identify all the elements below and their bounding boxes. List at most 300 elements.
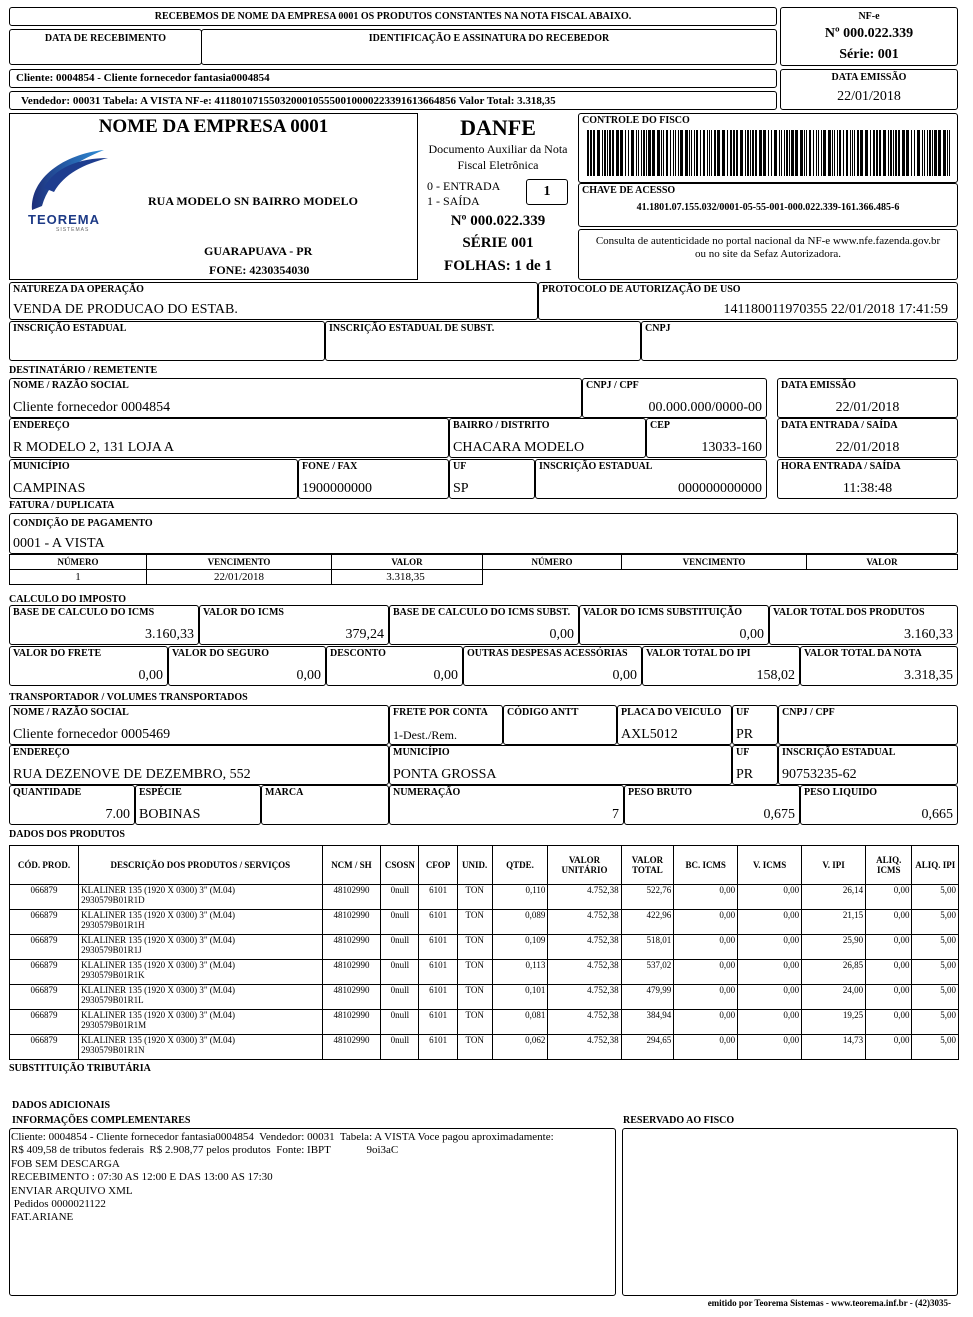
- table-cell: 26,85: [802, 960, 866, 985]
- dup-h-valor: VALOR: [332, 555, 483, 570]
- table-cell: 0,081: [492, 1010, 548, 1035]
- danfe-sub1: Documento Auxiliar da Nota: [428, 142, 568, 156]
- emitente-nome: NOME DA EMPRESA 0001: [98, 116, 329, 137]
- transp-marca-label: MARCA: [265, 787, 304, 798]
- produtos-header-row: [10, 846, 959, 885]
- dup-vencimento: 22/01/2018: [147, 570, 332, 585]
- table-cell: 5,00: [912, 935, 959, 960]
- ipi: 158,02: [756, 668, 795, 683]
- emitente-fone: FONE: 4230354030: [209, 263, 310, 277]
- table-cell: 0null: [381, 1010, 419, 1035]
- natureza-value: VENDA DE PRODUCAO DO ESTAB.: [13, 302, 238, 317]
- table-row: [10, 985, 959, 1010]
- chave-acesso-box: [578, 183, 958, 227]
- dest-ie-box: [535, 459, 767, 499]
- table-cell: 0,00: [674, 1035, 738, 1060]
- info-line: Pedidos 0000021122: [11, 1198, 106, 1211]
- table-cell: 6101: [419, 1010, 457, 1035]
- produtos-header-cell: BC. ICMS: [674, 846, 738, 885]
- produto-lote: 2930579B01R1H: [81, 920, 145, 930]
- table-cell: TON: [457, 1010, 492, 1035]
- v-prod-box: [769, 605, 958, 645]
- table-cell: 0,00: [738, 1035, 802, 1060]
- info-line: ENVIAR ARQUIVO XML: [11, 1184, 133, 1197]
- produto-descricao: KLALINER 135 (1920 X 0300) 3" (M.04): [81, 885, 236, 895]
- transp-peso-liquido-label: PESO LIQUIDO: [804, 787, 878, 798]
- dest-endereco: R MODELO 2, 131 LOJA A: [13, 440, 175, 455]
- produtos-header-cell: ALIQ. IPI: [912, 846, 959, 885]
- table-cell: 19,25: [802, 1010, 866, 1035]
- table-cell: 066879: [10, 985, 79, 1010]
- produto-lote: 2930579B01R1L: [81, 995, 144, 1005]
- produto-lote: 2930579B01R1N: [81, 1045, 145, 1055]
- table-cell: 5,00: [912, 960, 959, 985]
- table-cell: TON: [457, 910, 492, 935]
- danfe-sub2: Fiscal Eletrônica: [457, 158, 539, 172]
- protocolo-box: [538, 282, 958, 320]
- transp-endereco: RUA DEZENOVE DE DEZEMBRO, 552: [13, 767, 251, 782]
- table-cell: 479,99: [621, 985, 674, 1010]
- dest-uf-box: [449, 459, 535, 499]
- table-cell: 0null: [381, 1035, 419, 1060]
- transp-peso-bruto-box: [624, 785, 800, 825]
- dest-entrada-box: [777, 418, 958, 458]
- dup-h-numero: NÚMERO: [10, 555, 147, 570]
- table-cell: 0,00: [866, 960, 912, 985]
- table-row: [10, 1035, 959, 1060]
- table-cell: 48102990: [322, 985, 381, 1010]
- info-line: FOB SEM DESCARGA: [11, 1157, 120, 1170]
- dest-nome-label: NOME / RAZÃO SOCIAL: [13, 380, 129, 391]
- table-cell: 0,00: [738, 885, 802, 910]
- table-cell: 0null: [381, 935, 419, 960]
- transp-peso-bruto-label: PESO BRUTO: [628, 787, 692, 798]
- chave-acesso-label: CHAVE DE ACESSO: [582, 185, 676, 196]
- v-st: 0,00: [739, 627, 764, 642]
- transp-placa-box: [617, 705, 732, 745]
- logo-name: TEOREMA: [28, 212, 100, 227]
- table-cell: 0,00: [674, 910, 738, 935]
- produtos-header-cell: V. ICMS: [738, 846, 802, 885]
- transp-uf2-box: [732, 745, 778, 785]
- table-cell: 066879: [10, 1035, 79, 1060]
- danfe-tipo-box: [526, 179, 568, 205]
- table-row: [10, 1010, 959, 1035]
- transp-frete-label: FRETE POR CONTA: [393, 707, 488, 718]
- produto-descricao: KLALINER 135 (1920 X 0300) 3" (M.04): [81, 985, 236, 995]
- info-comp-text: [11, 1131, 554, 1225]
- dest-endereco-label: ENDEREÇO: [13, 420, 70, 431]
- desconto: 0,00: [433, 668, 458, 683]
- dest-nome-box: [9, 378, 582, 418]
- dest-entrada-label: DATA ENTRADA / SAÍDA: [781, 420, 898, 431]
- dup-h-vencimento: VENCIMENTO: [147, 555, 332, 570]
- bc-icms: 3.160,33: [145, 627, 194, 642]
- transp-antt-box: [503, 705, 617, 745]
- bc-st-label: BASE DE CALCULO DO ICMS SUBST.: [393, 607, 571, 618]
- produto-descricao: KLALINER 135 (1920 X 0300) 3" (M.04): [81, 1035, 236, 1045]
- transp-frete: 1-Dest./Rem.: [393, 728, 457, 742]
- barcode-icon: [585, 128, 953, 178]
- transp-especie-label: ESPÉCIE: [139, 787, 182, 798]
- dest-nome: Cliente fornecedor 0004854: [13, 400, 171, 415]
- produtos-header-cell: CSOSN: [381, 846, 419, 885]
- nota-label: VALOR TOTAL DA NOTA: [804, 648, 922, 659]
- ipi-box: [642, 646, 800, 686]
- dest-hora-label: HORA ENTRADA / SAÍDA: [781, 461, 901, 472]
- table-cell: 25,90: [802, 935, 866, 960]
- transp-ie: 90753235-62: [782, 767, 857, 782]
- info-comp-label: INFORMAÇÕES COMPLEMENTARES: [12, 1115, 191, 1126]
- info-line: RECEBIMENTO : 07:30 AS 12:00 E DAS 13:00 AS 17:30: [11, 1171, 273, 1184]
- table-cell: 0,00: [738, 1010, 802, 1035]
- dest-fone-label: FONE / FAX: [302, 461, 358, 472]
- outras-box: [463, 646, 642, 686]
- table-cell: 6101: [419, 910, 457, 935]
- assinatura-box: [201, 29, 777, 65]
- table-cell: [79, 960, 322, 985]
- data-recebimento-box: [9, 29, 202, 65]
- desconto-label: DESCONTO: [330, 648, 386, 659]
- seguro-box: [168, 646, 326, 686]
- bc-st: 0,00: [549, 627, 574, 642]
- produto-descricao: KLALINER 135 (1920 X 0300) 3" (M.04): [81, 935, 236, 945]
- produtos-header-cell: VALOR TOTAL: [621, 846, 674, 885]
- produtos-header-cell: VALOR UNITÁRIO: [548, 846, 621, 885]
- dest-cnpj: 00.000.000/0000-00: [648, 400, 762, 415]
- dest-emissao: 22/01/2018: [835, 400, 900, 415]
- table-cell: [79, 885, 322, 910]
- info-line: FAT.ARIANE: [11, 1211, 74, 1224]
- danfe-saida: 1 - SAÍDA: [427, 194, 480, 208]
- ipi-label: VALOR TOTAL DO IPI: [646, 648, 751, 659]
- produto-lote: 2930579B01R1K: [81, 970, 145, 980]
- outras-label: OUTRAS DESPESAS ACESSÓRIAS: [467, 648, 628, 659]
- table-cell: TON: [457, 885, 492, 910]
- table-cell: 0,00: [866, 910, 912, 935]
- canhoto-vendedor: Vendedor: 00031 Tabela: A VISTA NF-e: 41180107155032000105550010000223391613664856 Valor Total: 3.318,35: [21, 95, 556, 107]
- v-icms-label: VALOR DO ICMS: [203, 607, 284, 618]
- table-cell: 0,00: [738, 935, 802, 960]
- dest-hora: 11:38:48: [842, 481, 893, 496]
- transp-qtd: 7.00: [105, 807, 130, 822]
- seguro-label: VALOR DO SEGURO: [172, 648, 270, 659]
- table-cell: 14,73: [802, 1035, 866, 1060]
- transp-ie-label: INSCRIÇÃO ESTADUAL: [782, 747, 896, 758]
- produto-lote: 2930579B01R1M: [81, 1020, 147, 1030]
- table-cell: TON: [457, 985, 492, 1010]
- table-cell: 0null: [381, 985, 419, 1010]
- nfe-numero: Nº 000.022.339: [824, 26, 914, 41]
- table-cell: 0,101: [492, 985, 548, 1010]
- transp-cnpj-label: CNPJ / CPF: [782, 707, 835, 718]
- table-cell: 5,00: [912, 910, 959, 935]
- produtos-header-cell: DESCRIÇÃO DOS PRODUTOS / SERVIÇOS: [79, 846, 322, 885]
- dest-cep-label: CEP: [650, 420, 670, 431]
- dest-fone-box: [298, 459, 449, 499]
- table-cell: 48102990: [322, 910, 381, 935]
- controle-fisco-label: CONTROLE DO FISCO: [582, 115, 690, 126]
- table-cell: [79, 1035, 322, 1060]
- produto-lote: 2930579B01R1D: [81, 895, 145, 905]
- table-cell: 066879: [10, 1010, 79, 1035]
- duplicatas-table: [9, 554, 958, 585]
- reservado-box: [622, 1128, 958, 1296]
- table-cell: 6101: [419, 1035, 457, 1060]
- ie-st-box: [325, 321, 641, 361]
- info-line: Cliente: 0004854 - Cliente fornecedor fantasia0004854 Vendedor: 00031 Tabela: A VISTA Voce pagou aproximadamente:: [11, 1131, 554, 1143]
- info-line: R$ 409,58 de tributos federais R$ 2.908,77 pelos produtos Fonte: IBPT 9oi3aC: [11, 1144, 399, 1157]
- table-row: [10, 885, 959, 910]
- produtos-header-cell: CÓD. PROD.: [10, 846, 79, 885]
- produto-lote: 2930579B01R1J: [81, 945, 142, 955]
- st-section: SUBSTITUIÇÃO TRIBUTÁRIA: [9, 1063, 151, 1074]
- reservado-label: RESERVADO AO FISCO: [623, 1115, 735, 1126]
- table-cell: 5,00: [912, 1010, 959, 1035]
- condicao-value: 0001 - A VISTA: [13, 536, 105, 551]
- fatura-section: FATURA / DUPLICATA: [9, 500, 115, 511]
- dest-entrada: 22/01/2018: [835, 440, 900, 455]
- table-cell: 0,00: [738, 985, 802, 1010]
- emitente-cidade: GUARAPUAVA - PR: [204, 244, 313, 258]
- dest-cnpj-label: CNPJ / CPF: [586, 380, 639, 391]
- destinatario-section: DESTINATÁRIO / REMETENTE: [9, 365, 158, 376]
- table-cell: 384,94: [621, 1010, 674, 1035]
- table-cell: 0,00: [674, 985, 738, 1010]
- table-cell: 6101: [419, 960, 457, 985]
- table-cell: [79, 935, 322, 960]
- dest-emissao-box: [777, 378, 958, 418]
- canhoto-emissao: 22/01/2018: [837, 89, 901, 104]
- dest-fone: 1900000000: [302, 481, 372, 496]
- consulta-box: [578, 229, 958, 280]
- table-cell: [79, 1010, 322, 1035]
- dup-h-valor-2: VALOR: [807, 555, 958, 570]
- v-icms: 379,24: [345, 627, 384, 642]
- produtos-header-cell: CFOP: [419, 846, 457, 885]
- frete-box: [9, 646, 168, 686]
- table-row: [10, 935, 959, 960]
- table-cell: 0,00: [674, 1010, 738, 1035]
- table-cell: 48102990: [322, 1035, 381, 1060]
- info-comp-box: [9, 1128, 616, 1296]
- table-row: [10, 960, 959, 985]
- table-cell: 0,00: [866, 985, 912, 1010]
- dest-municipio: CAMPINAS: [13, 481, 86, 496]
- transp-frete-box: [389, 705, 503, 745]
- table-cell: 4.752,38: [548, 935, 621, 960]
- canhoto-vendedor-box: [9, 91, 777, 110]
- transp-peso-liquido-box: [800, 785, 958, 825]
- transp-endereco-label: ENDEREÇO: [13, 747, 70, 758]
- transp-antt-label: CÓDIGO ANTT: [507, 707, 579, 718]
- protocolo-label: PROTOCOLO DE AUTORIZAÇÃO DE USO: [542, 284, 741, 295]
- table-cell: 48102990: [322, 935, 381, 960]
- transp-nome: Cliente fornecedor 0005469: [13, 727, 171, 742]
- nfe-serie: Série: 001: [839, 47, 899, 62]
- table-cell: [79, 985, 322, 1010]
- produtos-header-cell: V. IPI: [802, 846, 866, 885]
- protocolo-value: 141180011970355 22/01/2018 17:41:59: [723, 302, 948, 317]
- dest-uf-label: UF: [453, 461, 467, 472]
- dest-cep: 13033-160: [701, 440, 762, 455]
- transp-especie-box: [135, 785, 261, 825]
- table-cell: 0null: [381, 885, 419, 910]
- table-cell: 422,96: [621, 910, 674, 935]
- transp-municipio: PONTA GROSSA: [393, 767, 497, 782]
- table-cell: 24,00: [802, 985, 866, 1010]
- dest-cnpj-box: [582, 378, 767, 418]
- produtos-section: DADOS DOS PRODUTOS: [9, 829, 125, 840]
- nfe-label: NF-e: [858, 11, 880, 22]
- table-cell: 4.752,38: [548, 985, 621, 1010]
- canhoto-cliente: Cliente: 0004854 - Cliente fornecedor fantasia0004854: [16, 72, 270, 84]
- frete: 0,00: [138, 668, 163, 683]
- emitente-endereco: RUA MODELO SN BAIRRO MODELO: [148, 194, 359, 208]
- transp-qtd-box: [9, 785, 135, 825]
- table-cell: 0,00: [674, 960, 738, 985]
- transp-uf2-label: UF: [736, 747, 750, 758]
- transp-placa: AXL5012: [621, 727, 678, 742]
- logo-sub: SISTEMAS: [56, 227, 90, 233]
- footer-text: emitido por Teorema Sistemas - www.teorema.inf.br - (42)3035-: [707, 1298, 951, 1308]
- dest-bairro: CHACARA MODELO: [453, 440, 585, 455]
- transp-endereco-box: [9, 745, 389, 785]
- table-cell: 4.752,38: [548, 1035, 621, 1060]
- table-cell: 0,062: [492, 1035, 548, 1060]
- table-cell: 0,110: [492, 885, 548, 910]
- table-cell: 26,14: [802, 885, 866, 910]
- natureza-box: [9, 282, 538, 320]
- danfe-folhas: FOLHAS: 1 de 1: [444, 258, 552, 274]
- condicao-label: CONDIÇÃO DE PAGAMENTO: [13, 518, 153, 529]
- ie-label: INSCRIÇÃO ESTADUAL: [13, 323, 127, 334]
- transp-uf2: PR: [736, 767, 754, 782]
- dest-uf: SP: [453, 481, 469, 496]
- dest-ie-label: INSCRIÇÃO ESTADUAL: [539, 461, 653, 472]
- transp-nome-box: [9, 705, 389, 745]
- danfe-title: DANFE: [460, 115, 536, 140]
- table-cell: 6101: [419, 935, 457, 960]
- cnpj-label: CNPJ: [645, 323, 671, 334]
- dest-hora-box: [777, 459, 958, 499]
- canhoto-emissao-label: DATA EMISSÃO: [831, 72, 907, 83]
- transp-peso-liquido: 0,665: [921, 807, 953, 822]
- table-cell: 48102990: [322, 1010, 381, 1035]
- transp-qtd-label: QUANTIDADE: [13, 787, 82, 798]
- table-cell: TON: [457, 960, 492, 985]
- produto-descricao: KLALINER 135 (1920 X 0300) 3" (M.04): [81, 960, 236, 970]
- produtos-header-cell: UNID.: [457, 846, 492, 885]
- produtos-header-cell: QTDE.: [492, 846, 548, 885]
- dup-numero: 1: [10, 570, 147, 585]
- dup-valor: 3.318,35: [332, 570, 483, 585]
- table-cell: 066879: [10, 960, 79, 985]
- table-cell: 066879: [10, 935, 79, 960]
- table-cell: 066879: [10, 910, 79, 935]
- v-icms-box: [199, 605, 389, 645]
- transp-uf-label: UF: [736, 707, 750, 718]
- bc-icms-box: [9, 605, 199, 645]
- consulta-line2: ou no site da Sefaz Autorizadora.: [694, 248, 841, 260]
- table-cell: 4.752,38: [548, 885, 621, 910]
- transp-uf: PR: [736, 727, 754, 742]
- transp-marca-box: [261, 785, 389, 825]
- transp-numeracao-box: [389, 785, 624, 825]
- transp-cnpj-box: [778, 705, 958, 745]
- v-prod: 3.160,33: [904, 627, 953, 642]
- produto-descricao: KLALINER 135 (1920 X 0300) 3" (M.04): [81, 1010, 236, 1020]
- table-cell: 21,15: [802, 910, 866, 935]
- table-cell: 6101: [419, 885, 457, 910]
- dest-municipio-label: MUNICÍPIO: [13, 461, 70, 472]
- data-recebimento-label: DATA DE RECEBIMENTO: [44, 33, 167, 44]
- adicionais-section: DADOS ADICIONAIS: [12, 1100, 111, 1111]
- v-prod-label: VALOR TOTAL DOS PRODUTOS: [773, 607, 925, 618]
- logo-swoosh-icon: [24, 148, 114, 218]
- transp-numeracao-label: NUMERAÇÃO: [393, 787, 461, 798]
- table-cell: 066879: [10, 885, 79, 910]
- transp-municipio-box: [389, 745, 732, 785]
- dest-emissao-label: DATA EMISSÃO: [781, 380, 856, 391]
- table-cell: 5,00: [912, 1035, 959, 1060]
- table-cell: 0,00: [738, 960, 802, 985]
- table-cell: 294,65: [621, 1035, 674, 1060]
- table-cell: 0null: [381, 960, 419, 985]
- table-cell: 522,76: [621, 885, 674, 910]
- condicao-box: [9, 513, 958, 554]
- transp-uf-box: [732, 705, 778, 745]
- table-cell: 518,01: [621, 935, 674, 960]
- table-cell: 0,00: [738, 910, 802, 935]
- chave-acesso: 41.1801.07.155.032/0001-05-55-001-000.022.339-161.366.485-6: [636, 202, 900, 213]
- transp-ie-box: [778, 745, 958, 785]
- produtos-header-cell: NCM / SH: [322, 846, 381, 885]
- dup-h-numero-2: NÚMERO: [483, 555, 622, 570]
- danfe-entrada: 0 - ENTRADA: [427, 179, 501, 193]
- dest-cep-box: [646, 418, 767, 458]
- produtos-header-cell: ALIQ. ICMS: [866, 846, 912, 885]
- bc-st-box: [389, 605, 579, 645]
- table-cell: 5,00: [912, 885, 959, 910]
- table-cell: 0,089: [492, 910, 548, 935]
- transp-placa-label: PLACA DO VEICULO: [621, 707, 722, 718]
- produto-descricao: KLALINER 135 (1920 X 0300) 3" (M.04): [81, 910, 236, 920]
- table-cell: 0null: [381, 910, 419, 935]
- table-cell: TON: [457, 935, 492, 960]
- transp-peso-bruto: 0,675: [763, 807, 795, 822]
- dest-municipio-box: [9, 459, 298, 499]
- transp-municipio-label: MUNICÍPIO: [393, 747, 450, 758]
- transp-especie: BOBINAS: [139, 807, 201, 822]
- table-cell: [79, 910, 322, 935]
- table-cell: 0,00: [674, 885, 738, 910]
- v-st-box: [579, 605, 769, 645]
- transp-numeracao: 7: [612, 807, 619, 822]
- dest-endereco-box: [9, 418, 449, 458]
- dest-bairro-box: [449, 418, 646, 458]
- table-cell: TON: [457, 1035, 492, 1060]
- natureza-label: NATUREZA DA OPERAÇÃO: [13, 284, 144, 295]
- table-cell: 4.752,38: [548, 1010, 621, 1035]
- dest-ie: 000000000000: [678, 481, 762, 496]
- table-cell: 0,00: [866, 1010, 912, 1035]
- cnpj-box: [641, 321, 958, 361]
- table-cell: 5,00: [912, 985, 959, 1010]
- emitente-box: [9, 113, 418, 280]
- canhoto-header: [9, 7, 777, 26]
- ie-box: [9, 321, 325, 361]
